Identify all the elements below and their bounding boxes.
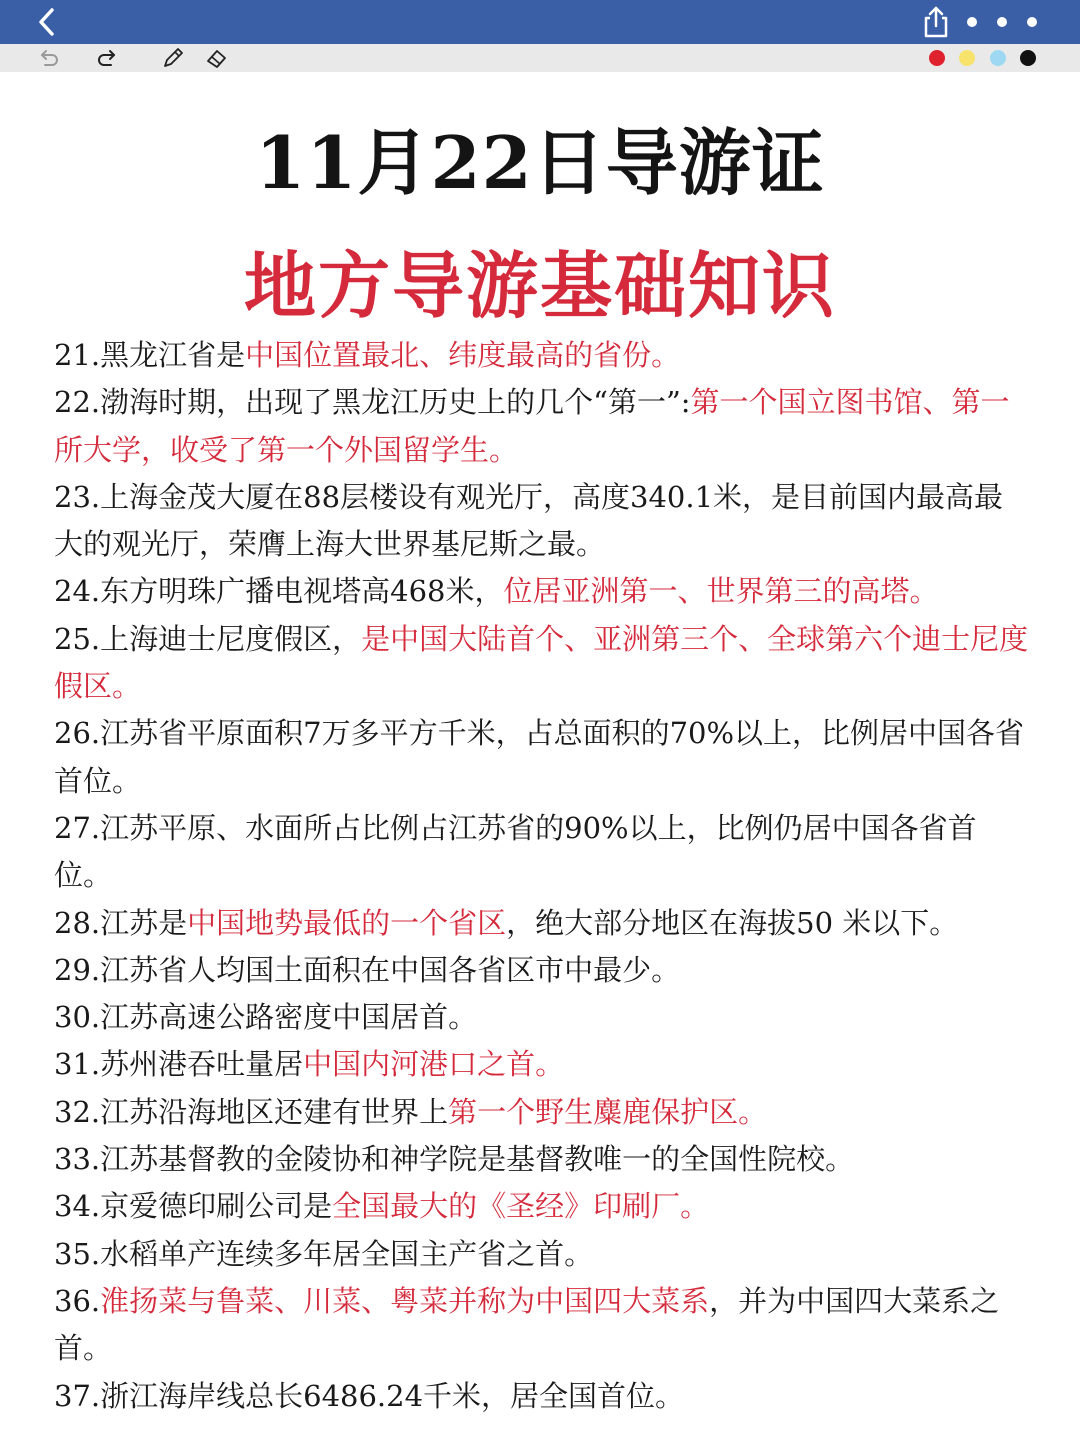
- highlighted-text: 位居亚洲第一、世界第三的高塔。: [503, 574, 939, 609]
- item-text: 30.江苏高速公路密度中国居首。: [54, 1000, 478, 1035]
- list-item: [54, 1278, 1029, 1373]
- swatch-black[interactable]: [1020, 50, 1036, 66]
- highlighted-text: 是中国大陆首个、亚洲第三个、全球第六个迪士尼度假区。: [54, 621, 1029, 704]
- knowledge-list: [54, 332, 1029, 1420]
- item-text: 28.江苏是: [54, 905, 188, 940]
- highlighted-text: 第一个野生麋鹿保护区。: [448, 1094, 768, 1129]
- swatch-light-blue[interactable]: [990, 50, 1006, 66]
- section-subtitle: 地方导游基础知识: [243, 243, 836, 328]
- edit-toolbar: [0, 44, 1080, 72]
- back-arrow-icon[interactable]: [30, 4, 66, 40]
- item-text: 31.苏州港吞吐量居: [54, 1047, 304, 1082]
- list-item: [54, 379, 1029, 474]
- list-item: [54, 947, 1029, 994]
- item-text: 35.水稻单产连续多年居全国主产省之首。: [54, 1236, 594, 1271]
- list-item: [54, 1231, 1029, 1278]
- list-item: [54, 1089, 1029, 1136]
- item-text: 32.江苏沿海地区还建有世界上: [54, 1094, 449, 1129]
- swatch-red[interactable]: [929, 50, 945, 66]
- highlighted-text: 全国最大的《圣经》印刷厂。: [332, 1189, 710, 1224]
- item-text: ，并为中国四大菜系之首。: [54, 1283, 1000, 1366]
- item-text: 26.江苏省平原面积7万多平方千米，占总面积的70%以上，比例居中国各省首位。: [54, 716, 1025, 798]
- list-item: [54, 616, 1029, 711]
- more-dots-icon[interactable]: [960, 10, 1048, 34]
- highlighted-text: 中国位置最北、纬度最高的省份。: [245, 338, 681, 372]
- item-text: 22.渤海时期，出现了黑龙江历史上的几个“第一”:: [54, 385, 691, 420]
- item-text: ，绝大部分地区在海拔50 米以下。: [506, 905, 959, 940]
- swatch-yellow[interactable]: [959, 50, 975, 66]
- list-item: [54, 900, 1029, 947]
- list-item: [54, 1136, 1029, 1183]
- page-title: 11月22日导游证: [255, 120, 825, 205]
- list-item: [54, 332, 1029, 379]
- list-item: [54, 1183, 1029, 1230]
- item-text: 34.京爱德印刷公司是: [54, 1189, 333, 1224]
- highlighted-text: 第一个国立图书馆、第一所大学，收受了第一个外国留学生。: [54, 385, 1010, 467]
- eraser-icon[interactable]: [204, 46, 230, 70]
- highlighted-text: 中国内河港口之首。: [303, 1047, 565, 1082]
- item-text: 24.东方明珠广播电视塔高468米，: [54, 574, 504, 609]
- item-text: 33.江苏基督教的金陵协和神学院是基督教唯一的全国性院校。: [54, 1142, 855, 1177]
- item-text: 27.江苏平原、水面所占比例占江苏省的90%以上，比例仍居中国各省首位。: [54, 810, 977, 893]
- redo-icon[interactable]: [94, 46, 120, 70]
- list-item: [54, 805, 1029, 900]
- item-text: 21.黑龙江省是: [54, 338, 246, 372]
- list-item: [54, 710, 1029, 805]
- undo-icon[interactable]: [36, 46, 62, 70]
- list-item: [54, 994, 1029, 1041]
- top-navigation-bar: [0, 0, 1080, 44]
- share-icon[interactable]: [920, 4, 952, 40]
- item-text: 37.浙江海岸线总长6486.24千米，居全国首位。: [54, 1378, 685, 1413]
- list-item: [54, 1041, 1029, 1088]
- list-item: [54, 474, 1029, 569]
- pen-icon[interactable]: [160, 46, 186, 70]
- list-item: [54, 1373, 1029, 1420]
- item-text: 25.上海迪士尼度假区，: [54, 621, 362, 656]
- item-text: 36.: [54, 1283, 101, 1318]
- highlighted-text: 淮扬菜与鲁菜、川菜、粤菜并称为中国四大菜系: [100, 1283, 710, 1318]
- item-text: 29.江苏省人均国土面积在中国各省区市中最少。: [54, 952, 681, 987]
- item-text: 23.上海金茂大厦在88层楼设有观光厅，高度340.1米，是目前国内最高最大的观光厅，荣膺上海大世界基尼斯之最。: [54, 479, 1004, 562]
- list-item: [54, 568, 1029, 615]
- highlighted-text: 中国地势最低的一个省区: [187, 905, 507, 940]
